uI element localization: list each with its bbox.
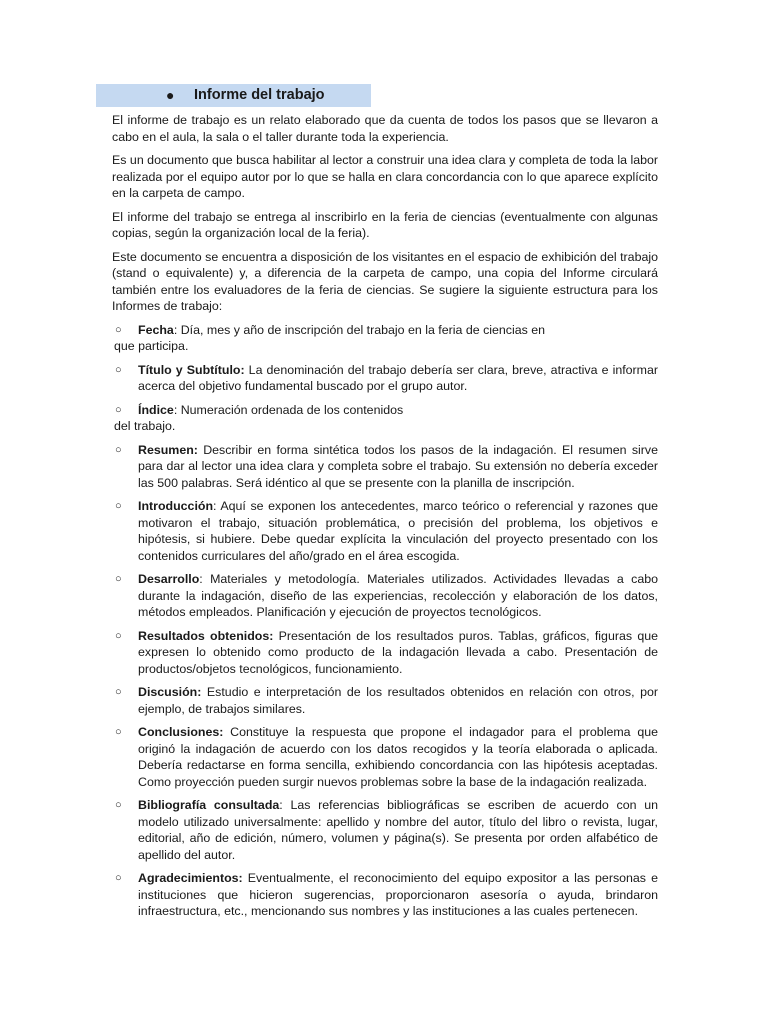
- item-text: Día, mes y año de inscripción del trabajo en la feria de ciencias en: [177, 322, 546, 337]
- circle-bullet-icon: ○: [115, 443, 122, 456]
- list-item: [112, 442, 658, 492]
- body-text: [112, 112, 658, 927]
- item-term: Agradecimientos:: [138, 871, 243, 885]
- item-term: Bibliografía consultada: [138, 798, 280, 812]
- circle-bullet-icon: ○: [115, 500, 122, 512]
- circle-bullet-icon: ○: [115, 686, 122, 698]
- item-term: Desarrollo: [138, 572, 200, 586]
- list-item: [112, 362, 658, 395]
- item-text: Presentación de los resultados puros. Tablas, gráficos, figuras que expresen lo obtenido como producto de la indagación llevada a cabo. Presentación de productos/objetos tecnológicos, funcionamiento.: [138, 628, 658, 676]
- item-text: La denominación del trabajo debería ser clara, breve, atractiva e informar acerca del objetivo fundamental buscado por el grupo autor.: [138, 362, 659, 393]
- list-item: [112, 797, 658, 863]
- item-term: Conclusiones:: [138, 725, 224, 739]
- item-term: Discusión:: [138, 685, 202, 699]
- paragraph: El informe del trabajo se entrega al inscribirlo en la feria de ciencias (eventualmente con algunas copias, según la organización local de la feria).: [112, 209, 658, 240]
- list-item: [112, 870, 658, 920]
- item-text: Estudio e interpretación de los resultados obtenidos en relación con otros, por ejemplo, de trabajos similares.: [138, 685, 658, 716]
- list-item: [112, 724, 658, 790]
- item-text-cont: que participa.: [114, 339, 189, 353]
- item-text: Eventualmente, el reconocimiento del equipo expositor a las personas e instituciones que hicieron sugerencias, proporcionaron asesoría o ayuda, brindaron infraestructura, etc., mencionando sus nombres y las instituciones a las cuales pertenecen.: [138, 871, 658, 918]
- structure-list: [112, 322, 658, 920]
- item-term: Fecha: [138, 322, 174, 337]
- heading-title: Informe del trabajo: [194, 87, 325, 103]
- list-item: [112, 498, 658, 564]
- circle-bullet-icon: ○: [115, 799, 122, 811]
- circle-bullet-icon: ○: [115, 403, 122, 416]
- item-text: Describir en forma sintética todos los pasos de la indagación. El resumen sirve para dar al lector una idea clara y completa sobre el trabajo. Su extensión no debería exceder las 500 palabras. Será idéntico al que se presente con la planilla de inscripción.: [138, 442, 658, 490]
- paragraph: Es un documento que busca habilitar al lector a construir una idea clara y completa de toda la labor realizada por el equipo autor por lo que se halla en clara concordancia con lo que aparece explícito en la carpeta de campo.: [112, 153, 658, 200]
- item-term: Introducción: [138, 499, 214, 513]
- list-item: [112, 628, 658, 678]
- section-heading: [96, 84, 371, 107]
- item-text: : Aquí se exponen los antecedentes, marco teórico o referencial y razones que motivaron el trabajo, situación problemática, o precisión del problema, los objetivos e hipótesis, si hubiere. Debe quedar explícita la vinculación del proyecto presentado con los contenidos curriculares del año/grado en el área escogida.: [138, 499, 658, 563]
- paragraph: El informe de trabajo es un relato elaborado que da cuenta de todos los pasos que se llevaron a cabo en el aula, la sala o el taller durante toda la experiencia.: [112, 113, 658, 144]
- item-term: Resultados obtenidos:: [138, 628, 274, 643]
- item-text: Numeración ordenada de los contenidos: [177, 402, 404, 417]
- list-item: [112, 571, 658, 621]
- circle-bullet-icon: ○: [115, 872, 122, 884]
- list-item: ○ Índice: Numeración ordenada de los contenidos del trabajo.: [112, 402, 658, 435]
- item-text: : Materiales y metodología. Materiales utilizados. Actividades llevadas a cabo durante la indagación, diseño de las experiencias, recolección y elaboración de los datos, métodos empleados. Planificación y ejecución de proyectos tecnológicos.: [138, 572, 658, 619]
- list-item: ○ Fecha: Día, mes y año de inscripción del trabajo en la feria de ciencias en que participa.: [112, 322, 658, 355]
- circle-bullet-icon: ○: [115, 323, 122, 336]
- item-text: Constituye la respuesta que propone el indagador para el problema que originó la indagación de acuerdo con los datos recogidos y la teoría elaborada o aplicada. Debería redactarse en forma sencilla, exhibiendo concordancia con las hipótesis aceptadas. Como proyección pueden surgir nuevos problemas sobre la base de la indagación realizada.: [138, 725, 658, 789]
- item-term: Índice: [138, 402, 174, 417]
- list-item: [112, 684, 658, 717]
- item-term: Título y Subtítulo:: [138, 362, 245, 377]
- item-text: : Las referencias bibliográficas se escriben de acuerdo con un modelo utilizado universalmente: apellido y nombre del autor, título del libro o revista, lugar, editorial, año de edición, número, volumen y página(s). Se presenta por orden alfabético de apellido del autor.: [138, 798, 658, 862]
- circle-bullet-icon: ○: [115, 363, 122, 376]
- item-text-cont: del trabajo.: [114, 419, 176, 433]
- circle-bullet-icon: ○: [115, 726, 122, 738]
- paragraph: Este documento se encuentra a disposición de los visitantes en el espacio de exhibición del trabajo (stand o equivalente) y, a diferencia de la carpeta de campo, una copia del Informe circulará también entre los evaluadores de la feria de ciencias. Se sugiere la siguiente estructura para los Informes de trabajo:: [112, 249, 658, 313]
- circle-bullet-icon: ○: [115, 629, 122, 642]
- heading-bullet: ●: [166, 87, 175, 103]
- circle-bullet-icon: ○: [115, 573, 122, 585]
- item-term: Resumen:: [138, 442, 198, 457]
